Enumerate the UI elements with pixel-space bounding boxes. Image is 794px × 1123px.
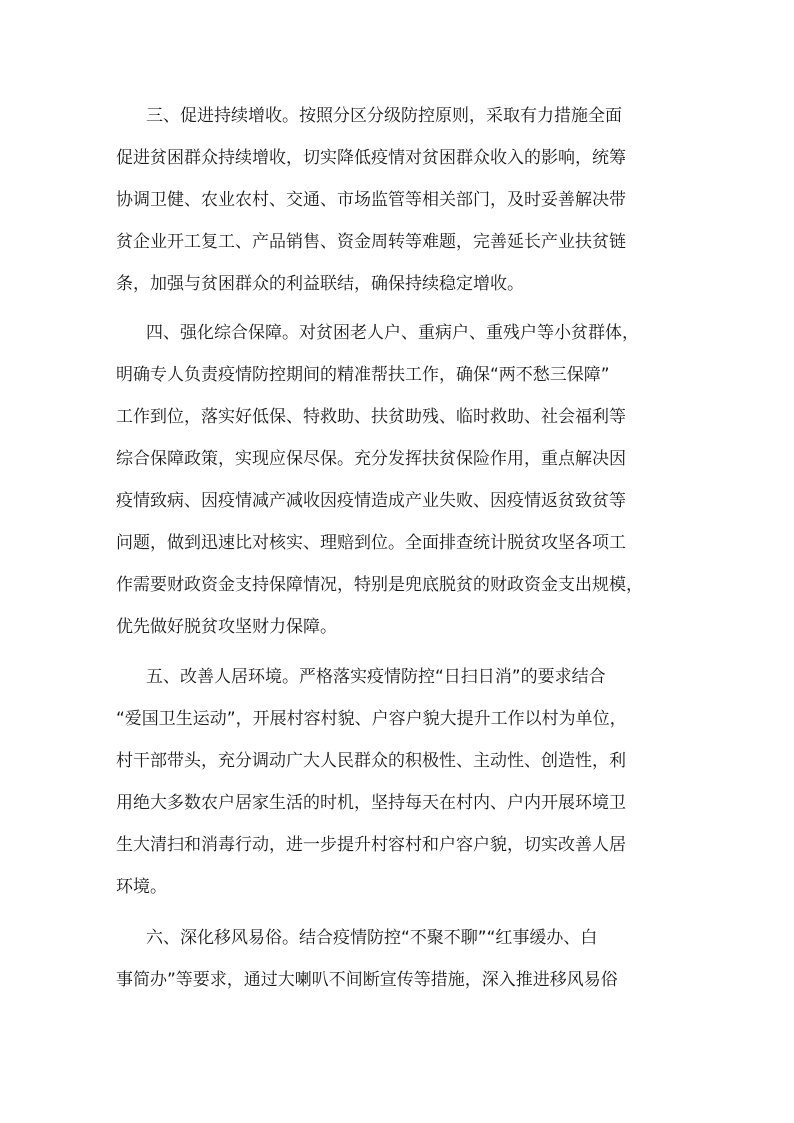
text-line: 条，加强与贫困群众的利益联结，确保持续稳定增收。 xyxy=(116,274,524,294)
text-line: 疫情致病、因疫情减产减收因疫情造成产业失败、因疫情返贫致贫等 xyxy=(116,491,626,511)
text-line: 问题，做到迅速比对核实、理赔到位。全面排查统计脱贫攻坚各项工 xyxy=(116,533,626,553)
text-line: 五、改善人居环境。严格落实疫情防控“日扫日消”的要求结合 xyxy=(146,667,606,687)
text-line: 六、深化移风易俗。结合疫情防控“不聚不聊”“红事缓办、白 xyxy=(146,928,598,948)
text-line: 作需要财政资金支持保障情况，特别是兜底脱贫的财政资金支出规模， xyxy=(116,575,643,595)
text-line: 村干部带头，充分调动广大人民群众的积极性、主动性、创造性，利 xyxy=(116,751,626,771)
text-line: 环境。 xyxy=(116,877,167,897)
text-line: 促进贫困群众持续增收，切实降低疫情对贫困群众收入的影响，统筹 xyxy=(116,148,626,168)
text-line: 工作到位，落实好低保、特救助、扶贫助残、临时救助、社会福利等 xyxy=(116,407,626,427)
text-line: 事简办”等要求，通过大喇叭不间断宣传等措施，深入推进移风易俗 xyxy=(116,970,618,990)
text-line: 用绝大多数农户居家生活的时机，坚持每天在村内、户内开展环境卫 xyxy=(116,793,626,813)
text-line: 三、促进持续增收。按照分区分级防控原则，采取有力措施全面 xyxy=(146,106,622,126)
text-line: 生大清扫和消毒行动，进一步提升村容村和户容户貌，切实改善人居 xyxy=(116,835,626,855)
text-line: 协调卫健、农业农村、交通、市场监管等相关部门，及时妥善解决带 xyxy=(116,190,626,210)
text-line: 明确专人负责疫情防控期间的精准帮扶工作，确保“两不愁三保障” xyxy=(116,365,610,385)
text-line: 综合保障政策，实现应保尽保。充分发挥扶贫保险作用，重点解决因 xyxy=(116,449,626,469)
text-line: 四、强化综合保障。对贫困老人户、重病户、重残户等小贫群体， xyxy=(146,323,639,343)
text-line: “爱国卫生运动”，开展村容村貌、户容户貌大提升工作以村为单位， xyxy=(116,709,627,729)
text-line: 优先做好脱贫攻坚财力保障。 xyxy=(116,617,337,637)
text-line: 贫企业开工复工、产品销售、资金周转等难题，完善延长产业扶贫链 xyxy=(116,232,626,252)
